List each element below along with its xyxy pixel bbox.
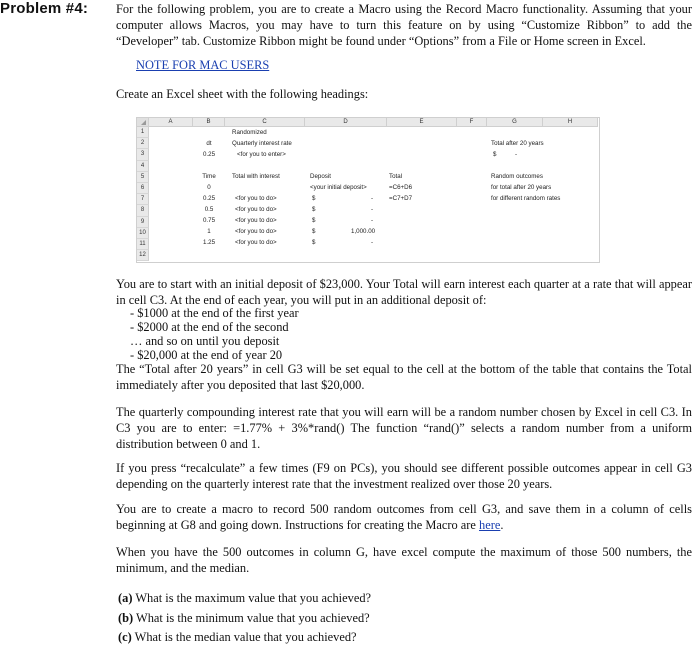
cell-b11: 1.25: [202, 239, 216, 246]
cell-d9-dollar: $: [312, 217, 316, 224]
cell-d9-dash: -: [371, 217, 374, 224]
cell-d11-dollar: $: [312, 239, 316, 246]
question-a-label: (a): [118, 591, 133, 605]
cell-g2: Total after 20 years: [491, 140, 544, 147]
row-header-10: 10: [137, 228, 149, 239]
row-header-12: 12: [137, 250, 149, 261]
col-header-b: B: [193, 118, 225, 127]
cell-b6: 0: [207, 184, 211, 191]
cell-c10: <for you to do>: [235, 228, 277, 235]
cell-e5: Total: [389, 173, 403, 180]
row-header-1: 1: [137, 127, 149, 138]
problem-label: Problem #4:: [0, 0, 89, 17]
select-all-icon: [141, 120, 146, 125]
row-header-7: 7: [137, 194, 149, 205]
cell-g3-dollar: $: [493, 151, 497, 158]
cell-d8-dash: -: [371, 206, 374, 213]
create-sheet-instruction: Create an Excel sheet with the following headings:: [116, 87, 369, 101]
paragraph-initial-deposit: You are to start with an initial deposit of $23,000. Your Total will earn interest each quarter at a rate that will appear in cell C3. At the end of each year, you will put in an additional deposit of:: [116, 277, 692, 307]
col-header-h: H: [543, 118, 598, 127]
sheet-corner: [137, 118, 149, 127]
cell-b3: 0.25: [202, 151, 216, 158]
cell-d11-dash: -: [371, 239, 374, 246]
cell-d5: Deposit: [310, 173, 331, 180]
cell-c1: Randomized: [232, 129, 267, 136]
row-header-2: 2: [137, 138, 149, 149]
row-header-8: 8: [137, 205, 149, 216]
bullet-1: - $1000 at the end of the first year: [130, 306, 299, 320]
row-header-4: 4: [137, 161, 149, 172]
row-header-3: 3: [137, 149, 149, 160]
cell-e6: =C6+D6: [389, 184, 413, 191]
col-header-f: F: [457, 118, 487, 127]
question-b-label: (b): [118, 611, 134, 625]
row-header-6: 6: [137, 183, 149, 194]
paragraph-recalculate: If you press “recalculate” a few times (F9 on PCs), you should see different possible outcomes appear in cell G3 depending on the quarterly interest rate that the investment realized over those 20 years.: [116, 461, 692, 491]
macro-instructions-text: You are to create a macro to record 500 random outcomes from cell G3, and save them in a column of cells beginning at G8 and going down. Instructions for creating the Macro are: [116, 502, 692, 532]
col-header-c: C: [225, 118, 305, 127]
cell-b2: dt: [206, 140, 212, 147]
cell-g3-dash: -: [515, 151, 518, 158]
cell-c8: <for you to do>: [235, 206, 277, 213]
bullet-4: - $20,000 at the end of year 20: [130, 348, 283, 362]
cell-c2: Quarterly interest rate: [232, 140, 292, 147]
question-c: [118, 627, 357, 648]
col-header-a: A: [149, 118, 193, 127]
cell-b7: 0.25: [202, 195, 216, 202]
cell-d6: <your initial deposit>: [310, 184, 367, 191]
question-b-text: What is the minimum value that you achieved?: [136, 611, 370, 625]
row-header-11: 11: [137, 239, 149, 250]
col-header-g: G: [487, 118, 543, 127]
question-a: [118, 588, 371, 609]
cell-d7-dollar: $: [312, 195, 316, 202]
mac-users-note-link[interactable]: NOTE FOR MAC USERS: [136, 58, 270, 72]
excel-sheet: [136, 117, 600, 263]
question-a-text: What is the maximum value that you achieved?: [135, 591, 372, 605]
col-header-d: D: [305, 118, 387, 127]
cell-b5: Time: [202, 173, 216, 180]
cell-c3: <for you to enter>: [237, 151, 286, 158]
cell-d7-dash: -: [371, 195, 374, 202]
cell-c5: Total with interest: [232, 173, 280, 180]
cell-e7: =C7+D7: [389, 195, 413, 202]
cell-b10: 1: [207, 228, 211, 235]
paragraph-macro: [116, 501, 692, 533]
col-header-e: E: [387, 118, 457, 127]
cell-c11: <for you to do>: [235, 239, 277, 246]
cell-d10-value: 1,000.00: [351, 228, 376, 235]
paragraph-interest-rate: The quarterly compounding interest rate that you will earn will be a random number chosen by Excel in cell C3. In C3 you are to enter: =1.77% + 3%*rand() The function “rand()” selects a random number from a uniform distribution between 0 and 1.: [116, 405, 692, 451]
bullet-3: … and so on until you deposit: [130, 334, 280, 348]
intro-paragraph: For the following problem, you are to create a Macro using the Record Macro functionality. Assuming that your computer allows Macros, you may have to turn this feature on by using “Customize Ribbon” to add the “Developer” tab. Customize Ribbon might be found under “Options” from a File or Home screen in Excel.: [116, 2, 692, 48]
cell-g6: for total after 20 years: [491, 184, 552, 191]
row-header-5: 5: [137, 172, 149, 183]
paragraph-compute-stats: When you have the 500 outcomes in column G, have excel compute the maximum of those 500 numbers, the minimum, and the median.: [116, 545, 692, 575]
cell-d8-dollar: $: [312, 206, 316, 213]
question-c-text: What is the median value that you achieved?: [134, 630, 357, 644]
cell-b8: 0.5: [204, 206, 214, 213]
paragraph-total-after-20: The “Total after 20 years” in cell G3 will be set equal to the cell at the bottom of the table that contains the Total immediately after you deposited that last $20,000.: [116, 362, 692, 392]
cell-b9: 0.75: [202, 217, 216, 224]
question-c-label: (c): [118, 630, 132, 644]
macro-instructions-link[interactable]: here: [479, 518, 501, 532]
question-b: [118, 608, 370, 629]
row-header-9: 9: [137, 217, 149, 228]
cell-g7: for different random rates: [491, 195, 561, 202]
cell-c7: <for you to do>: [235, 195, 277, 202]
bullet-2: - $2000 at the end of the second: [130, 320, 289, 334]
macro-instructions-end: .: [500, 518, 504, 532]
cell-c9: <for you to do>: [235, 217, 277, 224]
cell-g5: Random outcomes: [491, 173, 543, 180]
cell-d10-dollar: $: [312, 228, 316, 235]
